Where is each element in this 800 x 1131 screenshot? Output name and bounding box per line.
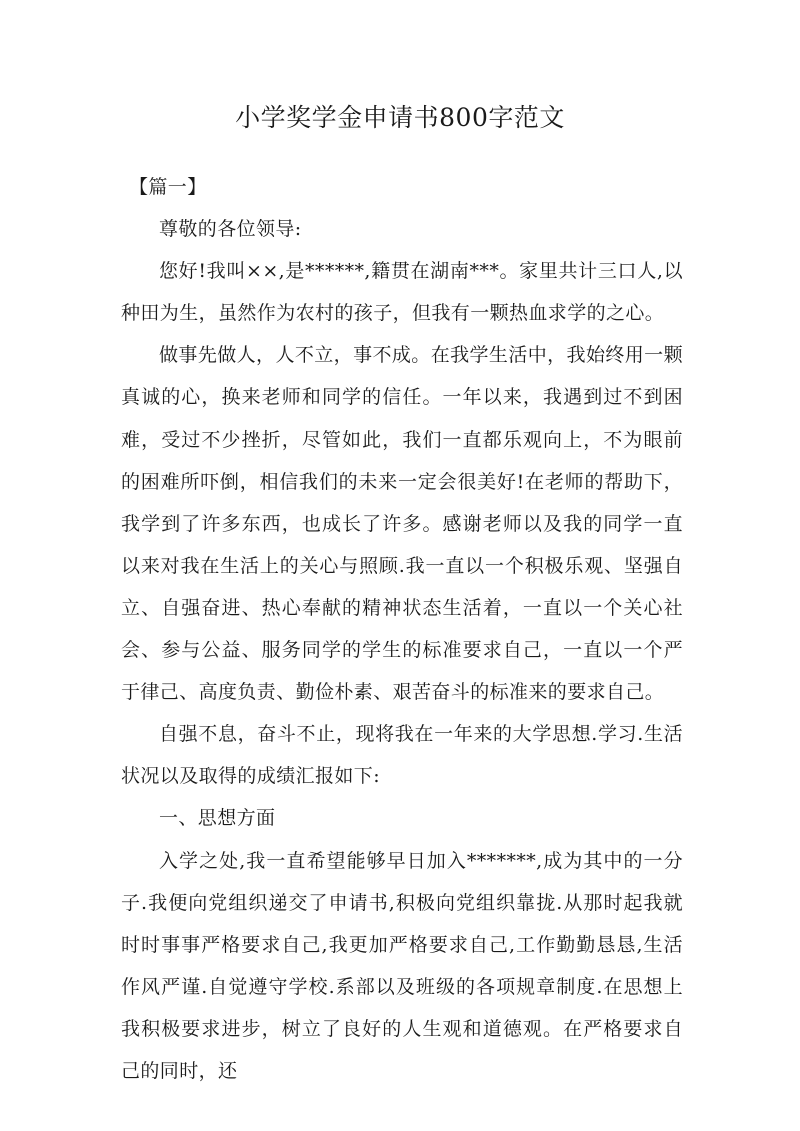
greeting-line: 尊敬的各位领导: xyxy=(159,218,302,241)
document-body xyxy=(121,166,683,1092)
section-label: 【篇一】 xyxy=(129,176,207,198)
paragraph-intro: 您好!我叫××,是******,籍贯在湖南***。家里共计三口人,以种田为生，虽然作为农村的孩子，但我有一颗热血求学的之心。 xyxy=(121,260,683,325)
subheading-thought: 一、思想方面 xyxy=(159,807,276,830)
paragraph-character: 做事先做人，人不立，事不成。在我学生活中，我始终用一颗真诚的心，换来老师和同学的信任。一年以来，我遇到过不到困难，受过不少挫折，尽管如此，我们一直都乐观向上，不为眼前的困难所吓倒，相信我们的未来一定会很美好!在老师的帮助下，我学到了许多东西，也成长了许多。感谢老师以及我的同学一直以来对我在生活上的关心与照顾.我一直以一个积极乐观、坚强自立、自强奋进、热心奉献的精神状态生活着，一直以一个关心社会、参与公益、服务同学的学生的标准要求自己，一直以一个严于律己、高度负责、勤俭朴素、艰苦奋斗的标准来的要求自己。 xyxy=(121,344,683,704)
paragraph-summary: 自强不息，奋斗不止，现将我在一年来的大学思想.学习.生活状况以及取得的成绩汇报如下: xyxy=(121,723,683,788)
document-title: 小学奖学金申请书800字范文 xyxy=(235,103,565,132)
paragraph-thought: 入学之处,我一直希望能够早日加入*******,成为其中的一分子.我便向党组织递交了申请书,积极向党组织靠拢.从那时起我就时时事事严格要求自己,我更加严格要求自己,工作勤勤恳恳,生活作风严谨.自觉遵守学校.系部以及班级的各项规章制度.在思想上我积极要求进步，树立了良好的人生观和道德观。在严格要求自己的同时，还 xyxy=(121,849,683,1082)
